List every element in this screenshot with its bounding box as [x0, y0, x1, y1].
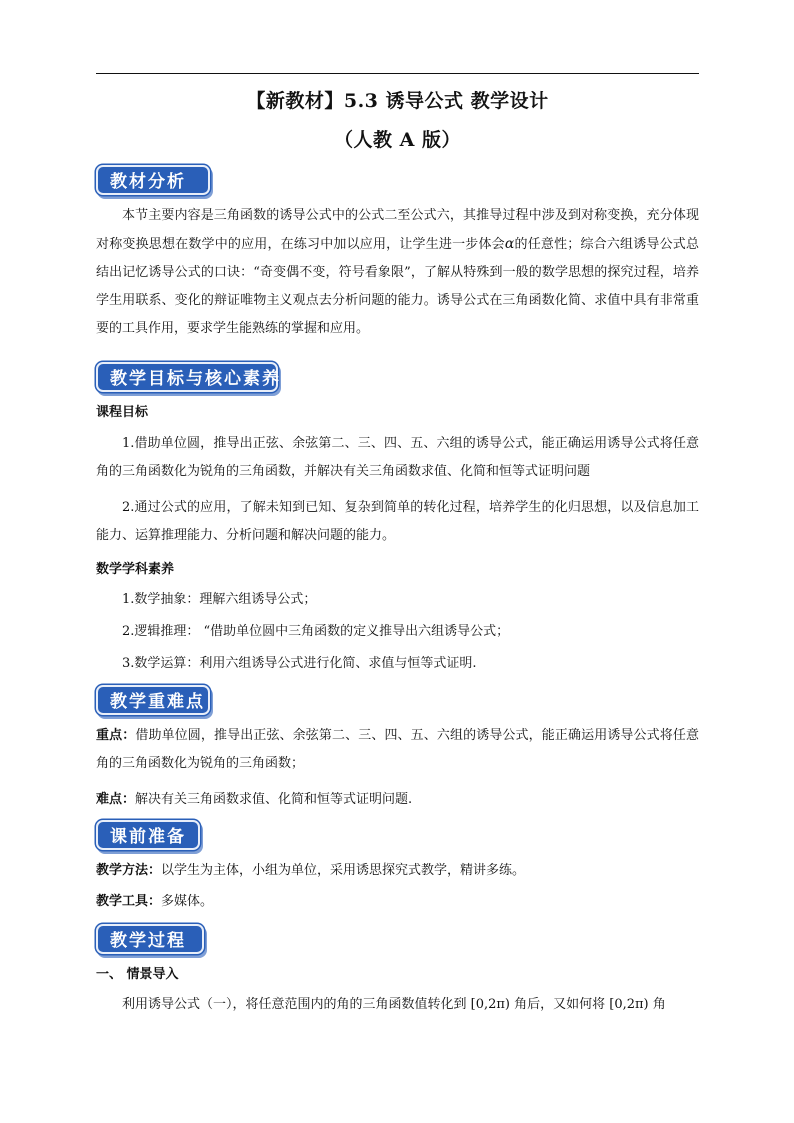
section-badge-analysis: 教材分析	[96, 165, 210, 195]
document-subtitle: （人教 A 版）	[334, 129, 461, 151]
literacy-item-3: 3.数学运算：利用六组诱导公式进行化简、求值与恒等式证明.	[122, 656, 477, 671]
difficult-point-text: 解决有关三角函数求值、化简和恒等式证明问题.	[135, 792, 413, 807]
teaching-tools-label: 教学工具：	[96, 894, 162, 909]
header-rule	[96, 73, 699, 74]
goal-item-1: 1.借助单位圆，推导出正弦、余弦第二、三、四、五、六组的诱导公式，能正确运用诱导公式将任意角的三角函数化为锐角的三角函数，并解决有关三角函数求值、化简和恒等式证明问题	[96, 436, 699, 479]
teaching-method-label: 教学方法：	[96, 863, 162, 878]
analysis-paragraph	[96, 202, 699, 343]
analysis-text-part1: 本节主要内容是三角函数的诱导公式中的公式二至公式六，其推导过程中涉及到对称变换，充分体现对称变换思想在数学中的应用，在练习中加以应用，让学生进一步体会	[96, 208, 699, 252]
section-badge-keypoints: 教学重难点	[96, 685, 210, 715]
teaching-method	[96, 861, 699, 881]
section-badge-process: 教学过程	[96, 924, 204, 954]
difficult-point	[96, 790, 699, 810]
difficult-point-label: 难点：	[96, 792, 136, 807]
literacy-item-2: 2.逻辑推理： “借助单位圆中三角函数的定义推导出六组诱导公式；	[122, 624, 510, 639]
goal-item-2: 2.通过公式的应用，了解未知到已知、复杂到简单的转化过程，培养学生的化归思想，以及信息加工能力、运算推理能力、分析问题和解决问题的能力。	[96, 500, 699, 543]
document-title: 【新教材】5.3 诱导公式 教学设计	[246, 90, 549, 112]
key-point-text: 借助单位圆，推导出正弦、余弦第二、三、四、五、六组的诱导公式，能正确运用诱导公式将任意角的三角函数化为锐角的三角函数；	[96, 728, 699, 771]
teaching-tools-text: 多媒体。	[161, 894, 214, 909]
process-step-1-heading: 一、 情景导入	[96, 967, 179, 982]
teaching-method-text: 以学生为主体，小组为单位，采用诱思探究式教学，精讲多练。	[161, 863, 526, 878]
section-badge-goals: 教学目标与核心素养	[96, 362, 278, 392]
key-point	[96, 722, 699, 778]
teaching-tools	[96, 892, 699, 912]
section-badge-prep: 课前准备	[96, 820, 200, 850]
literacy-heading: 数学学科素养	[96, 562, 175, 577]
literacy-item-1: 1.数学抽象：理解六组诱导公式；	[122, 592, 317, 607]
analysis-text-part2: 的任意性；综合六组诱导公式总结出记忆诱导公式的口诀：“奇变偶不变，符号看象限”，了解从特殊到一般的数学思想的探究过程，培养学生用联系、变化的辩证唯物主义观点去分析问题的能力。诱导公式在三角函数化简、求值中具有非常重要的工具作用，要求学生能熟练的掌握和应用。	[96, 237, 699, 336]
course-goals-heading: 课程目标	[96, 405, 149, 420]
process-step-1-text: 利用诱导公式（一），将任意范围内的角的三角函数值转化到 [0,2π) 角后，又如何将 [0,2π) 角	[122, 997, 666, 1012]
alpha-symbol: α	[504, 236, 515, 252]
key-point-label: 重点：	[96, 728, 136, 743]
